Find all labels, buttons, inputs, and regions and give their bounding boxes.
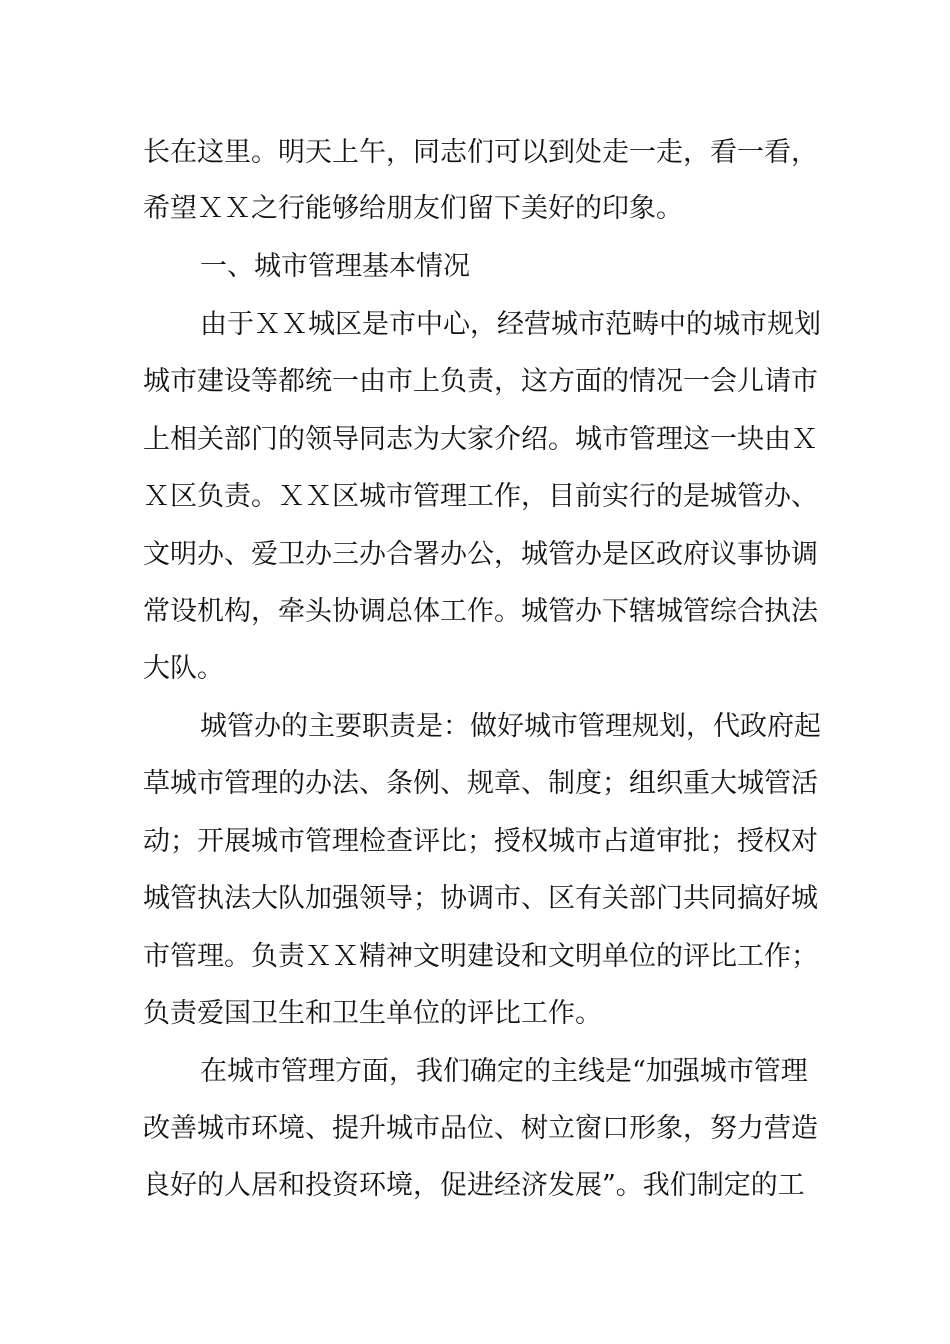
paragraph-line: 市管理。负责ＸＸ精神文明建设和文明单位的评比工作； [143,941,818,972]
paragraph-line: 大队。 [143,653,224,684]
paragraph-line: 负责爱国卫生和卫生单位的评比工作。 [143,998,602,1029]
paragraph-line: 城管执法大队加强领导；协调市、区有关部门共同搞好城 [143,883,818,914]
section-heading: 一、城市管理基本情况 [200,251,470,282]
paragraph-line: 城市建设等都统一由市上负责，这方面的情况一会儿请市 [143,366,818,397]
paragraph-line: 草城市管理的办法、条例、规章、制度；组织重大城管活 [143,768,818,799]
text-line: 希望ＸＸ之行能够给朋友们留下美好的印象。 [143,193,683,224]
paragraph-line: 城管办的主要职责是：做好城市管理规划，代政府起 [200,711,821,742]
paragraph-line: 良好的人居和投资环境，促进经济发展”。我们制定的工 [143,1170,805,1201]
paragraph-line: 改善城市环境、提升城市品位、树立窗口形象，努力营造 [143,1113,818,1144]
text-line: 长在这里。明天上午，同志们可以到处走一走，看一看， [143,137,818,168]
paragraph-line: 上相关部门的领导同志为大家介绍。城市管理这一块由Ｘ [143,424,818,455]
paragraph-line: 文明办、爱卫办三办合署办公，城管办是区政府议事协调 [143,539,818,570]
paragraph-line: 动；开展城市管理检查评比；授权城市占道审批；授权对 [143,826,818,857]
paragraph-line: Ｘ区负责。ＸＸ区城市管理工作，目前实行的是城管办、 [143,481,818,512]
paragraph-line: 在城市管理方面，我们确定的主线是“加强城市管理 [200,1056,808,1087]
paragraph-line: 常设机构，牵头协调总体工作。城管办下辖城管综合执法 [143,596,818,627]
paragraph-line: 由于ＸＸ城区是市中心，经营城市范畴中的城市规划 [200,309,821,340]
